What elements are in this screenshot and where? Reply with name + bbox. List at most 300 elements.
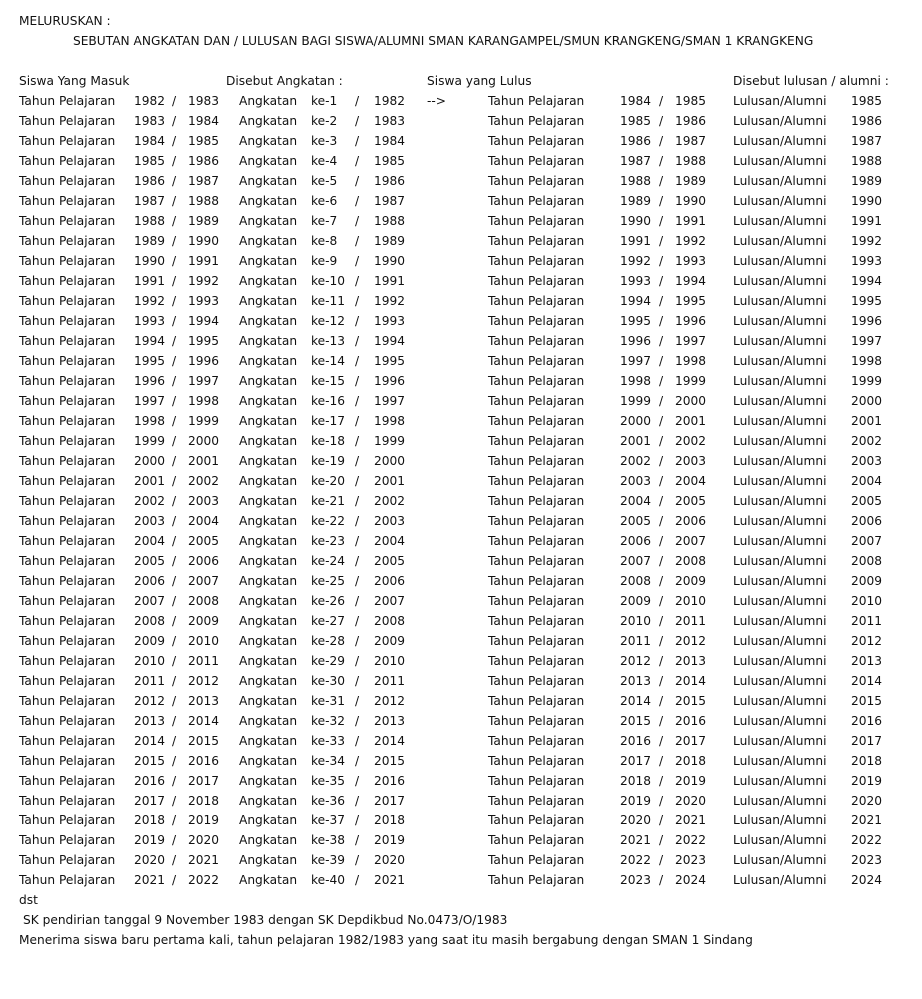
tahun-awal-lulus: 2003 [620, 474, 652, 488]
alumni-year: 2000 [851, 394, 883, 408]
angkatan-year: 2013 [374, 714, 406, 728]
separator: / [355, 274, 360, 288]
alumni-year: 2021 [851, 813, 883, 828]
tahun-awal-lulus: 2006 [620, 534, 652, 548]
separator: / [355, 394, 360, 408]
separator: / [659, 194, 664, 208]
alumni-label: Lulusan/Alumni [733, 813, 827, 828]
tahun-awal-masuk: 1995 [134, 354, 166, 368]
tahun-awal-lulus: 2012 [620, 654, 652, 668]
tahun-awal-masuk: 2008 [134, 614, 166, 628]
tahun-akhir-lulus: 1999 [675, 374, 707, 388]
table-row [0, 371, 922, 391]
table-row [0, 691, 922, 711]
tahun-awal-lulus: 2009 [620, 594, 652, 608]
separator: / [355, 833, 360, 847]
tahun-awal-lulus: 1994 [620, 294, 652, 308]
tahun-akhir-masuk: 1992 [188, 274, 220, 288]
separator: / [172, 474, 177, 488]
angkatan-number: ke-27 [311, 614, 346, 628]
separator: / [659, 714, 664, 728]
table-row [0, 331, 922, 351]
separator: / [355, 614, 360, 628]
tahun-akhir-masuk: 1993 [188, 294, 220, 308]
angkatan-year: 1997 [374, 394, 406, 408]
tahun-akhir-masuk: 2018 [188, 793, 220, 808]
angkatan-label: Angkatan [239, 454, 298, 468]
alumni-label: Lulusan/Alumni [733, 754, 827, 768]
angkatan-label: Angkatan [239, 234, 298, 248]
tahun-akhir-lulus: 1997 [675, 334, 707, 348]
separator: / [355, 234, 360, 248]
tahun-akhir-lulus: 1994 [675, 274, 707, 288]
tahun-awal-lulus: 2017 [620, 754, 652, 768]
separator: / [172, 694, 177, 708]
tahun-akhir-lulus: 2022 [675, 833, 707, 847]
tahun-awal-masuk: 1982 [134, 94, 166, 108]
angkatan-number: ke-10 [311, 274, 346, 288]
tahun-pelajaran-masuk: Tahun Pelajaran [19, 174, 116, 188]
angkatan-year: 1989 [374, 234, 406, 248]
angkatan-label: Angkatan [239, 754, 298, 768]
tahun-awal-lulus: 1991 [620, 234, 652, 248]
separator: / [659, 254, 664, 268]
tahun-akhir-lulus: 2006 [675, 514, 707, 528]
alumni-label: Lulusan/Alumni [733, 434, 827, 448]
tahun-awal-masuk: 2006 [134, 574, 166, 588]
tahun-pelajaran-masuk: Tahun Pelajaran [19, 614, 116, 628]
table-row [0, 651, 922, 671]
angkatan-label: Angkatan [239, 414, 298, 428]
angkatan-year: 2017 [374, 793, 406, 808]
angkatan-year: 1985 [374, 154, 406, 168]
separator: / [172, 654, 177, 668]
alumni-label: Lulusan/Alumni [733, 294, 827, 308]
separator: / [172, 514, 177, 528]
alumni-year: 2015 [851, 694, 883, 708]
separator: / [172, 574, 177, 588]
alumni-label: Lulusan/Alumni [733, 154, 827, 168]
separator: / [659, 494, 664, 508]
separator: / [355, 434, 360, 448]
tahun-pelajaran-lulus: Tahun Pelajaran [488, 374, 585, 388]
alumni-year: 2010 [851, 594, 883, 608]
tahun-awal-masuk: 1989 [134, 234, 166, 248]
separator: / [355, 694, 360, 708]
alumni-label: Lulusan/Alumni [733, 654, 827, 668]
separator: / [355, 534, 360, 548]
separator: / [172, 754, 177, 768]
tahun-awal-lulus: 1990 [620, 214, 652, 228]
alumni-label: Lulusan/Alumni [733, 454, 827, 468]
alumni-year: 1997 [851, 334, 883, 348]
angkatan-number: ke-3 [311, 134, 338, 148]
separator: / [172, 614, 177, 628]
alumni-year: 2011 [851, 614, 883, 628]
tahun-pelajaran-lulus: Tahun Pelajaran [488, 254, 585, 268]
tahun-awal-masuk: 2015 [134, 754, 166, 768]
alumni-label: Lulusan/Alumni [733, 394, 827, 408]
angkatan-number: ke-20 [311, 474, 346, 488]
tahun-awal-masuk: 1992 [134, 294, 166, 308]
tahun-akhir-masuk: 2020 [188, 833, 220, 847]
angkatan-number: ke-26 [311, 594, 346, 608]
tahun-akhir-masuk: 1987 [188, 174, 220, 188]
angkatan-year: 2019 [374, 833, 406, 847]
separator: / [355, 574, 360, 588]
tahun-akhir-lulus: 2009 [675, 574, 707, 588]
angkatan-year: 1994 [374, 334, 406, 348]
tahun-pelajaran-lulus: Tahun Pelajaran [488, 514, 585, 528]
tahun-akhir-masuk: 2009 [188, 614, 220, 628]
separator: / [172, 114, 177, 128]
tahun-awal-lulus: 2021 [620, 833, 652, 847]
separator: / [659, 314, 664, 328]
separator: / [659, 514, 664, 528]
tahun-pelajaran-lulus: Tahun Pelajaran [488, 394, 585, 408]
angkatan-year: 2018 [374, 813, 406, 828]
alumni-label: Lulusan/Alumni [733, 274, 827, 288]
separator: / [659, 334, 664, 348]
tahun-pelajaran-masuk: Tahun Pelajaran [19, 254, 116, 268]
tahun-akhir-masuk: 2010 [188, 634, 220, 648]
table-row [0, 411, 922, 431]
tahun-pelajaran-lulus: Tahun Pelajaran [488, 234, 585, 248]
alumni-year: 2012 [851, 634, 883, 648]
tahun-awal-masuk: 2017 [134, 793, 166, 808]
angkatan-year: 2021 [374, 872, 406, 887]
angkatan-number: ke-15 [311, 374, 346, 388]
tahun-awal-lulus: 2010 [620, 614, 652, 628]
arrow-indicator: --> [427, 94, 447, 108]
angkatan-year: 2002 [374, 494, 406, 508]
angkatan-number: ke-13 [311, 334, 346, 348]
tahun-akhir-lulus: 2023 [675, 852, 707, 867]
tahun-awal-masuk: 1999 [134, 434, 166, 448]
tahun-awal-lulus: 2022 [620, 852, 652, 867]
alumni-label: Lulusan/Alumni [733, 94, 827, 108]
angkatan-year: 1983 [374, 114, 406, 128]
angkatan-number: ke-4 [311, 154, 338, 168]
tahun-pelajaran-masuk: Tahun Pelajaran [19, 554, 116, 568]
table-row [0, 791, 922, 811]
separator: / [659, 94, 664, 108]
alumni-label: Lulusan/Alumni [733, 214, 827, 228]
tahun-akhir-masuk: 2002 [188, 474, 220, 488]
alumni-label: Lulusan/Alumni [733, 514, 827, 528]
separator: / [659, 374, 664, 388]
tahun-awal-masuk: 2014 [134, 734, 166, 748]
tahun-pelajaran-lulus: Tahun Pelajaran [488, 294, 585, 308]
alumni-label: Lulusan/Alumni [733, 614, 827, 628]
angkatan-label: Angkatan [239, 534, 298, 548]
table-row [0, 591, 922, 611]
tahun-pelajaran-masuk: Tahun Pelajaran [19, 134, 116, 148]
separator: / [355, 414, 360, 428]
angkatan-label: Angkatan [239, 634, 298, 648]
tahun-pelajaran-lulus: Tahun Pelajaran [488, 474, 585, 488]
tahun-awal-lulus: 2016 [620, 734, 652, 748]
angkatan-year: 1987 [374, 194, 406, 208]
tahun-pelajaran-masuk: Tahun Pelajaran [19, 574, 116, 588]
tahun-akhir-masuk: 1998 [188, 394, 220, 408]
tahun-awal-masuk: 1988 [134, 214, 166, 228]
angkatan-label: Angkatan [239, 872, 298, 887]
alumni-label: Lulusan/Alumni [733, 494, 827, 508]
tahun-pelajaran-masuk: Tahun Pelajaran [19, 234, 116, 248]
tahun-akhir-masuk: 1986 [188, 154, 220, 168]
alumni-label: Lulusan/Alumni [733, 852, 827, 867]
alumni-label: Lulusan/Alumni [733, 574, 827, 588]
alumni-label: Lulusan/Alumni [733, 334, 827, 348]
tahun-awal-lulus: 1999 [620, 394, 652, 408]
tahun-awal-masuk: 1985 [134, 154, 166, 168]
table-row [0, 611, 922, 631]
tahun-akhir-masuk: 1995 [188, 334, 220, 348]
angkatan-label: Angkatan [239, 474, 298, 488]
angkatan-year: 1995 [374, 354, 406, 368]
alumni-year: 1993 [851, 254, 883, 268]
separator: / [659, 454, 664, 468]
tahun-awal-lulus: 1985 [620, 114, 652, 128]
tahun-akhir-masuk: 1985 [188, 134, 220, 148]
subheading: SEBUTAN ANGKATAN DAN / LULUSAN BAGI SISWA/ALUMNI SMAN KARANGAMPEL/SMUN KRANGKENG/SMAN 1 KRANGKENG [73, 34, 814, 48]
alumni-year: 2001 [851, 414, 883, 428]
tahun-pelajaran-lulus: Tahun Pelajaran [488, 194, 585, 208]
table-row [0, 850, 922, 870]
separator: / [355, 354, 360, 368]
alumni-label: Lulusan/Alumni [733, 194, 827, 208]
tahun-akhir-lulus: 1989 [675, 174, 707, 188]
alumni-year: 2008 [851, 554, 883, 568]
angkatan-label: Angkatan [239, 494, 298, 508]
separator: / [172, 714, 177, 728]
tahun-akhir-masuk: 1983 [188, 94, 220, 108]
angkatan-number: ke-33 [311, 734, 346, 748]
alumni-year: 2007 [851, 534, 883, 548]
angkatan-number: ke-37 [311, 813, 346, 828]
alumni-label: Lulusan/Alumni [733, 634, 827, 648]
angkatan-label: Angkatan [239, 674, 298, 688]
tahun-pelajaran-masuk: Tahun Pelajaran [19, 114, 116, 128]
angkatan-number: ke-25 [311, 574, 346, 588]
tahun-awal-masuk: 2012 [134, 694, 166, 708]
angkatan-number: ke-5 [311, 174, 338, 188]
separator: / [355, 754, 360, 768]
tahun-akhir-lulus: 1990 [675, 194, 707, 208]
tahun-akhir-lulus: 2011 [675, 614, 707, 628]
tahun-awal-lulus: 1986 [620, 134, 652, 148]
tahun-awal-lulus: 1998 [620, 374, 652, 388]
alumni-label: Lulusan/Alumni [733, 534, 827, 548]
footer-sk-pendirian: SK pendirian tanggal 9 November 1983 dengan SK Depdikbud No.0473/O/1983 [23, 913, 508, 927]
tahun-awal-masuk: 2020 [134, 852, 166, 867]
angkatan-label: Angkatan [239, 254, 298, 268]
separator: / [355, 254, 360, 268]
tahun-awal-masuk: 2016 [134, 773, 166, 788]
header-disebut-alumni: Disebut lulusan / alumni : [733, 74, 889, 88]
tahun-akhir-masuk: 2017 [188, 773, 220, 788]
tahun-pelajaran-lulus: Tahun Pelajaran [488, 454, 585, 468]
tahun-akhir-masuk: 2021 [188, 852, 220, 867]
tahun-awal-masuk: 1983 [134, 114, 166, 128]
angkatan-year: 2015 [374, 754, 406, 768]
alumni-label: Lulusan/Alumni [733, 674, 827, 688]
tahun-akhir-lulus: 1986 [675, 114, 707, 128]
separator: / [172, 872, 177, 887]
angkatan-year: 1984 [374, 134, 406, 148]
tahun-awal-masuk: 2005 [134, 554, 166, 568]
tahun-awal-masuk: 1984 [134, 134, 166, 148]
tahun-awal-masuk: 1987 [134, 194, 166, 208]
tahun-akhir-lulus: 2003 [675, 454, 707, 468]
alumni-label: Lulusan/Alumni [733, 474, 827, 488]
tahun-akhir-masuk: 2004 [188, 514, 220, 528]
tahun-akhir-lulus: 2005 [675, 494, 707, 508]
tahun-awal-lulus: 2001 [620, 434, 652, 448]
alumni-year: 2019 [851, 773, 883, 788]
tahun-pelajaran-masuk: Tahun Pelajaran [19, 813, 116, 828]
separator: / [659, 574, 664, 588]
alumni-label: Lulusan/Alumni [733, 734, 827, 748]
tahun-akhir-lulus: 2010 [675, 594, 707, 608]
separator: / [659, 414, 664, 428]
alumni-label: Lulusan/Alumni [733, 554, 827, 568]
separator: / [355, 94, 360, 108]
tahun-awal-lulus: 1996 [620, 334, 652, 348]
separator: / [172, 494, 177, 508]
separator: / [659, 274, 664, 288]
alumni-year: 1998 [851, 354, 883, 368]
angkatan-label: Angkatan [239, 714, 298, 728]
tahun-awal-masuk: 2021 [134, 872, 166, 887]
angkatan-number: ke-38 [311, 833, 346, 847]
tahun-awal-lulus: 2015 [620, 714, 652, 728]
tahun-pelajaran-lulus: Tahun Pelajaran [488, 534, 585, 548]
tahun-pelajaran-lulus: Tahun Pelajaran [488, 634, 585, 648]
angkatan-year: 2020 [374, 852, 406, 867]
separator: / [659, 813, 664, 828]
table-row [0, 191, 922, 211]
separator: / [659, 694, 664, 708]
separator: / [172, 833, 177, 847]
tahun-awal-masuk: 2000 [134, 454, 166, 468]
tahun-pelajaran-lulus: Tahun Pelajaran [488, 334, 585, 348]
header-siswa-masuk: Siswa Yang Masuk [19, 74, 130, 88]
alumni-year: 2022 [851, 833, 883, 847]
tahun-awal-lulus: 1992 [620, 254, 652, 268]
angkatan-label: Angkatan [239, 654, 298, 668]
tahun-akhir-lulus: 2015 [675, 694, 707, 708]
alumni-year: 2018 [851, 754, 883, 768]
tahun-akhir-lulus: 2001 [675, 414, 707, 428]
tahun-akhir-lulus: 2004 [675, 474, 707, 488]
tahun-akhir-masuk: 2014 [188, 714, 220, 728]
alumni-label: Lulusan/Alumni [733, 714, 827, 728]
angkatan-label: Angkatan [239, 833, 298, 847]
table-row [0, 631, 922, 651]
tahun-awal-masuk: 2004 [134, 534, 166, 548]
angkatan-year: 2008 [374, 614, 406, 628]
tahun-pelajaran-lulus: Tahun Pelajaran [488, 813, 585, 828]
angkatan-number: ke-17 [311, 414, 346, 428]
tahun-awal-masuk: 2010 [134, 654, 166, 668]
alumni-year: 1996 [851, 314, 883, 328]
tahun-pelajaran-lulus: Tahun Pelajaran [488, 114, 585, 128]
tahun-pelajaran-lulus: Tahun Pelajaran [488, 274, 585, 288]
tahun-pelajaran-masuk: Tahun Pelajaran [19, 734, 116, 748]
tahun-pelajaran-lulus: Tahun Pelajaran [488, 852, 585, 867]
angkatan-year: 2011 [374, 674, 406, 688]
separator: / [659, 674, 664, 688]
alumni-label: Lulusan/Alumni [733, 174, 827, 188]
separator: / [659, 634, 664, 648]
tahun-awal-masuk: 1991 [134, 274, 166, 288]
separator: / [659, 872, 664, 887]
angkatan-label: Angkatan [239, 594, 298, 608]
separator: / [659, 734, 664, 748]
angkatan-number: ke-35 [311, 773, 346, 788]
alumni-year: 2024 [851, 872, 883, 887]
table-row [0, 731, 922, 751]
separator: / [172, 234, 177, 248]
separator: / [659, 554, 664, 568]
angkatan-label: Angkatan [239, 614, 298, 628]
tahun-awal-lulus: 2014 [620, 694, 652, 708]
tahun-pelajaran-lulus: Tahun Pelajaran [488, 574, 585, 588]
separator: / [172, 134, 177, 148]
angkatan-number: ke-30 [311, 674, 346, 688]
angkatan-number: ke-14 [311, 354, 346, 368]
separator: / [172, 634, 177, 648]
tahun-pelajaran-masuk: Tahun Pelajaran [19, 154, 116, 168]
table-row [0, 451, 922, 471]
alumni-year: 2005 [851, 494, 883, 508]
separator: / [659, 114, 664, 128]
tahun-akhir-masuk: 2001 [188, 454, 220, 468]
angkatan-label: Angkatan [239, 194, 298, 208]
alumni-year: 1988 [851, 154, 883, 168]
alumni-label: Lulusan/Alumni [733, 414, 827, 428]
tahun-akhir-lulus: 2012 [675, 634, 707, 648]
tahun-awal-lulus: 2005 [620, 514, 652, 528]
separator: / [355, 214, 360, 228]
angkatan-year: 1992 [374, 294, 406, 308]
separator: / [355, 174, 360, 188]
tahun-awal-masuk: 2013 [134, 714, 166, 728]
tahun-awal-masuk: 1994 [134, 334, 166, 348]
separator: / [355, 813, 360, 828]
tahun-pelajaran-masuk: Tahun Pelajaran [19, 773, 116, 788]
tahun-awal-masuk: 1990 [134, 254, 166, 268]
separator: / [172, 214, 177, 228]
alumni-label: Lulusan/Alumni [733, 314, 827, 328]
tahun-akhir-lulus: 2013 [675, 654, 707, 668]
angkatan-year: 2005 [374, 554, 406, 568]
separator: / [172, 334, 177, 348]
tahun-akhir-masuk: 2007 [188, 574, 220, 588]
tahun-akhir-lulus: 2019 [675, 773, 707, 788]
alumni-year: 2020 [851, 793, 883, 808]
separator: / [355, 474, 360, 488]
tahun-pelajaran-masuk: Tahun Pelajaran [19, 634, 116, 648]
alumni-year: 1994 [851, 274, 883, 288]
angkatan-year: 1988 [374, 214, 406, 228]
table-row [0, 711, 922, 731]
tahun-pelajaran-lulus: Tahun Pelajaran [488, 614, 585, 628]
table-row [0, 131, 922, 151]
separator: / [355, 634, 360, 648]
